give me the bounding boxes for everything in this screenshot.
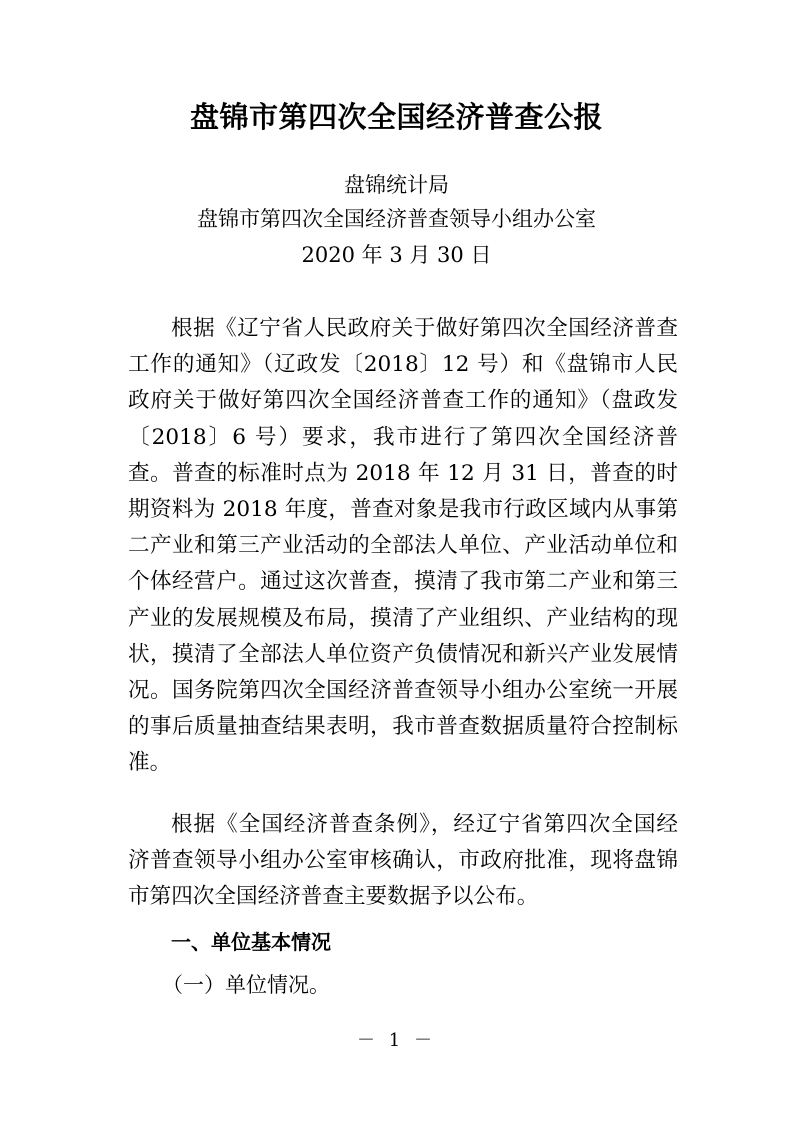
- issuer-statistics-bureau: 盘锦统计局: [344, 173, 449, 197]
- section-heading: 一、单位基本情况: [171, 930, 331, 954]
- body-paragraph-intro: 根据《辽宁省人民政府关于做好第四次全国经济普查工作的通知》（辽政发〔2018〕12 号）和《盘锦市人民政府关于做好第四次全国经济普查工作的通知》（盘政发〔2018〕6 号）要求，我市进行了第四次全国经济普查。普查的标准时点为 2018 年 12 月 31 日，普查的时期资料为 2018 年度，普查对象是我市行政区域内从事第二产业和第三产业活动的全部法人单位、产业活动单位和个体经营户。通过这次普查，摸清了我市第二产业和第三产业的发展规模及布局，摸清了产业组织、产业结构的现状，摸清了全部法人单位资产负债情况和新兴产业发展情况。国务院第四次全国经济普查领导小组办公室统一开展的事后质量抽查结果表明，我市普查数据质量符合控制标准。: [128, 316, 678, 776]
- issue-date: 2020 年 3 月 30 日: [301, 243, 492, 267]
- document-title: 盘锦市第四次全国经济普查公报: [189, 100, 603, 134]
- issuer-census-office: 盘锦市第四次全国经济普查领导小组办公室: [197, 207, 596, 231]
- page-number: － 1 －: [357, 1030, 436, 1051]
- subsection-heading: （一）单位情况。: [162, 973, 330, 997]
- body-paragraph-publication: 根据《全国经济普查条例》，经辽宁省第四次全国经济普查领导小组办公室审核确认，市政府批准，现将盘锦市第四次全国经济普查主要数据予以公布。: [128, 812, 678, 910]
